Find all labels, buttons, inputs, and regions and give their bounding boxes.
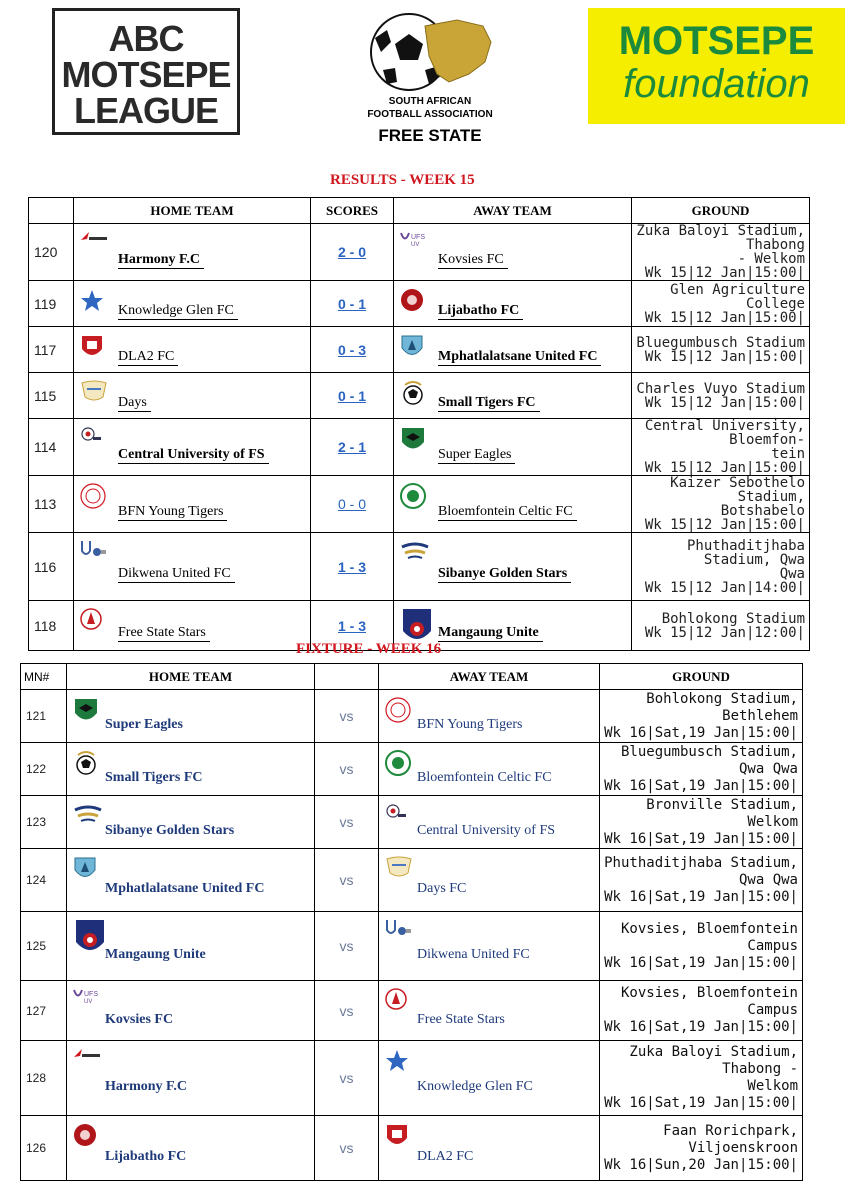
away-team-cell (379, 796, 600, 849)
ground-line: Phuthaditjhaba Stadium, Qwa (686, 537, 805, 568)
match-number: 126 (21, 1116, 67, 1181)
home-team-cell (74, 224, 311, 281)
away-team-name: Central University of FS (417, 823, 556, 838)
ground-line: Wk 15|12 Jan|14:00| (644, 579, 805, 596)
fixture-row (21, 1041, 803, 1116)
result-row (29, 224, 810, 281)
home-team-name: DLA2 FC (118, 349, 178, 366)
away-team-name: Dikwena United FC (417, 947, 530, 962)
away-team-cell (379, 1041, 600, 1116)
fixtures-col-ground: GROUND (600, 664, 803, 690)
ground-line: Qwa Qwa (738, 871, 798, 888)
fixture-row (21, 912, 803, 981)
match-number: 124 (21, 849, 67, 912)
ground-line: Kaizer Sebothelo Stadium, (670, 475, 805, 505)
fixtures-col-home: HOME TEAM (67, 664, 315, 690)
away-team-name: Days FC (417, 881, 467, 896)
away-team-name: Super Eagles (438, 447, 515, 464)
ground-line: Wk 16|Sat,19 Jan|15:00| (604, 1095, 798, 1111)
dikwena-crest-icon (384, 918, 412, 938)
ground-line: Wk 15|12 Jan|15:00| (644, 265, 805, 281)
home-team-cell (67, 690, 315, 743)
kovsies-crest-icon (399, 230, 429, 248)
result-row (29, 533, 810, 601)
ground-cell (600, 1116, 803, 1181)
ground-line: Central University, Bloemfon- (644, 418, 805, 448)
vs-label: vs (315, 1041, 379, 1116)
dla2-crest-icon (79, 333, 105, 361)
results-col-home: HOME TEAM (74, 198, 311, 224)
score-link[interactable]: 2 - 1 (311, 419, 394, 476)
ground-line: Kovsies, Bloemfontein Campus (620, 985, 798, 1018)
results-col-away: AWAY TEAM (394, 198, 632, 224)
ground-line: Wk 16|Sat,19 Jan|15:00| (604, 830, 798, 847)
match-number: 113 (29, 476, 74, 533)
fixture-row (21, 849, 803, 912)
away-team-cell (379, 743, 600, 796)
home-team-cell (67, 849, 315, 912)
score-link[interactable]: 1 - 3 (311, 533, 394, 601)
result-row (29, 327, 810, 373)
vs-label: vs (315, 690, 379, 743)
home-team-name: Central University of FS (118, 447, 269, 464)
home-team-cell (74, 476, 311, 533)
away-team-name: Small Tigers FC (438, 395, 540, 412)
mphatlalatsane-crest-icon (72, 855, 98, 883)
super-eagles-crest-icon (399, 425, 427, 455)
ground-cell (632, 533, 810, 601)
ground-line: Wk 16|Sun,20 Jan|15:00| (604, 1156, 798, 1173)
home-team-name: Knowledge Glen FC (118, 303, 238, 320)
svg-text:UV: UV (84, 999, 93, 1005)
ground-cell (632, 601, 810, 651)
ground-line: - Welkom (737, 251, 805, 267)
sibanye-crest-icon (72, 802, 104, 826)
away-team-name: Mangaung Unite (438, 625, 543, 642)
home-team-cell (74, 419, 311, 476)
ground-line: Wk 15|12 Jan|15:00| (644, 348, 805, 365)
match-number: 118 (29, 601, 74, 651)
ground-cell (632, 476, 810, 533)
free-state-stars-crest-icon (79, 607, 103, 631)
small-tigers-crest-icon (399, 379, 427, 405)
ground-cell (632, 327, 810, 373)
away-team-cell (394, 476, 632, 533)
away-team-cell (394, 419, 632, 476)
result-row (29, 281, 810, 327)
result-row (29, 419, 810, 476)
ground-line: Qwa Qwa (738, 760, 798, 777)
away-team-cell (394, 533, 632, 601)
away-team-cell (394, 224, 632, 281)
vs-label: vs (315, 743, 379, 796)
home-team-cell (74, 533, 311, 601)
away-team-cell (394, 281, 632, 327)
ground-cell (600, 912, 803, 981)
match-number: 123 (21, 796, 67, 849)
ground-line: Wk 16|Sat,19 Jan|15:00| (604, 724, 798, 741)
ground-line: tein (771, 446, 805, 462)
home-team-cell (67, 912, 315, 981)
region-title: FREE STATE (378, 126, 482, 145)
dla2-crest-icon (384, 1122, 410, 1150)
away-team-name: Kovsies FC (438, 252, 508, 269)
away-team-cell (379, 981, 600, 1041)
home-team-name: Sibanye Golden Stars (105, 823, 235, 838)
away-team-name: Bloemfontein Celtic FC (438, 504, 577, 521)
home-team-name: Harmony F.C (105, 1079, 187, 1094)
score-link[interactable]: 0 - 3 (311, 327, 394, 373)
ground-line: Botshabelo (720, 503, 805, 519)
ground-line: Zuka Baloyi Stadium, Thabong (636, 223, 805, 253)
home-team-name: Free State Stars (118, 625, 210, 642)
central-university-crest-icon (384, 802, 408, 824)
ground-line: Wk 16|Sat,19 Jan|15:00| (604, 1019, 798, 1035)
away-team-cell (394, 327, 632, 373)
bloemfontein-celtic-crest-icon (399, 482, 427, 510)
ground-line: Wk 16|Sat,19 Jan|15:00| (604, 954, 798, 971)
ground-cell (632, 281, 810, 327)
home-team-name: Dikwena United FC (118, 566, 235, 583)
fixtures-col-away: AWAY TEAM (379, 664, 600, 690)
ground-line: Bronville Stadium, Welkom (646, 796, 798, 830)
abc-logo-line: LEAGUE (73, 90, 218, 131)
match-number: 116 (29, 533, 74, 601)
days-crest-icon (79, 379, 109, 403)
ground-cell (632, 224, 810, 281)
away-team-name: Lijabatho FC (438, 303, 523, 320)
home-team-name: Lijabatho FC (105, 1149, 187, 1164)
ground-line: Phuthaditjhaba Stadium, (604, 854, 798, 871)
ground-cell (632, 419, 810, 476)
ground-cell (600, 796, 803, 849)
results-col-ground: GROUND (632, 198, 810, 224)
dikwena-crest-icon (79, 539, 107, 559)
ground-line: Faan Rorichpark, Viljoenskroon (663, 1122, 798, 1156)
home-team-cell (67, 796, 315, 849)
svg-text:UFS: UFS (84, 991, 98, 998)
safa-name-line2: FOOTBALL ASSOCIATION (367, 109, 493, 120)
lijabatho-crest-icon (72, 1122, 98, 1148)
results-header-row (29, 198, 810, 224)
home-team-name: Days (118, 395, 151, 412)
safa-name-line1: SOUTH AFRICAN (388, 96, 472, 107)
home-team-cell (74, 373, 311, 419)
lijabatho-crest-icon (399, 287, 425, 313)
ground-line: Wk 15|12 Jan|15:00| (644, 460, 805, 476)
knowledge-glen-crest-icon (384, 1047, 410, 1075)
svg-text:UV: UV (411, 242, 420, 248)
result-row (29, 373, 810, 419)
home-team-cell (74, 327, 311, 373)
score-link[interactable]: 1 - 3 (311, 601, 394, 651)
sibanye-crest-icon (399, 539, 431, 563)
knowledge-glen-crest-icon (79, 287, 105, 315)
fixture-row (21, 981, 803, 1041)
home-team-name: BFN Young Tigers (118, 504, 227, 521)
abc-logo-line: ABC (108, 18, 184, 59)
home-team-name: Mphatlalatsane United FC (105, 881, 265, 896)
ground-line: Kovsies, Bloemfontein Campus (620, 920, 798, 954)
super-eagles-crest-icon (72, 696, 100, 726)
away-team-cell (379, 849, 600, 912)
fixtures-col-vs (315, 664, 379, 690)
home-team-cell (74, 281, 311, 327)
vs-label: vs (315, 1116, 379, 1181)
ground-cell (600, 849, 803, 912)
away-team-name: Bloemfontein Celtic FC (417, 770, 552, 785)
away-team-name: Free State Stars (417, 1011, 505, 1027)
mphatlalatsane-crest-icon (399, 333, 425, 361)
kovsies-crest-icon (72, 987, 102, 1005)
fixtures-table (20, 663, 803, 1181)
score-link[interactable]: 0 - 1 (311, 373, 394, 419)
small-tigers-crest-icon (72, 749, 100, 775)
match-number: 125 (21, 912, 67, 981)
svg-text:UFS: UFS (411, 234, 425, 241)
fixture-row (21, 690, 803, 743)
bfn-young-tigers-crest-icon (384, 696, 412, 724)
results-title: RESULTS - WEEK 15 (330, 172, 475, 188)
fixture-row (21, 743, 803, 796)
home-team-cell (67, 743, 315, 796)
abc-logo-line: MOTSEPE (61, 54, 231, 95)
ground-line: Zuka Baloyi Stadium, Thabong - (629, 1044, 798, 1077)
ground-line: Bohlokong Stadium, Bethlehem (646, 690, 798, 724)
home-team-cell (67, 1041, 315, 1116)
away-team-name: Mphatlalatsane United FC (438, 349, 601, 366)
home-team-cell (67, 981, 315, 1041)
away-team-cell (379, 912, 600, 981)
match-number: 119 (29, 281, 74, 327)
harmony-crest-icon (72, 1047, 102, 1061)
ground-line: Bohlokong Stadium (661, 610, 805, 627)
results-col-scores: SCORES (311, 198, 394, 224)
home-team-cell (74, 601, 311, 651)
motsepe-foundation-logo (588, 8, 845, 124)
match-number: 127 (21, 981, 67, 1041)
home-team-name: Harmony F.C (118, 252, 204, 269)
ground-line: Qwa (779, 565, 805, 582)
ground-cell (632, 373, 810, 419)
away-team-name: Sibanye Golden Stars (438, 566, 571, 583)
fixtures-col-num: MN# (21, 664, 67, 690)
home-team-name: Small Tigers FC (105, 770, 203, 785)
ground-line: Wk 15|12 Jan|12:00| (644, 624, 805, 641)
ground-line: Bluegumbusch Stadium, (620, 743, 798, 760)
ground-cell (600, 690, 803, 743)
away-team-cell (379, 1116, 600, 1181)
vs-label: vs (315, 981, 379, 1041)
results-col-num (29, 198, 74, 224)
ground-cell (600, 743, 803, 796)
ground-line: Wk 15|12 Jan|15:00| (644, 309, 805, 326)
away-team-name: DLA2 FC (417, 1149, 474, 1164)
match-number: 114 (29, 419, 74, 476)
score-link[interactable]: 0 - 0 (311, 476, 394, 533)
ground-line: Charles Vuyo Stadium (636, 380, 805, 397)
ground-line: Wk 15|12 Jan|15:00| (644, 517, 805, 533)
ground-line: Wk 15|12 Jan|15:00| (644, 394, 805, 411)
away-team-name: Knowledge Glen FC (417, 1079, 533, 1094)
match-number: 115 (29, 373, 74, 419)
home-team-name: Mangaung Unite (105, 947, 206, 962)
fixture-row (21, 1116, 803, 1181)
abc-motsepe-league-logo (52, 8, 240, 135)
harmony-crest-icon (79, 230, 109, 244)
fixtures-header-row (21, 664, 803, 690)
home-team-cell (67, 1116, 315, 1181)
home-team-name: Super Eagles (105, 717, 183, 732)
ground-line: Wk 16|Sat,19 Jan|15:00| (604, 888, 798, 905)
away-team-name: BFN Young Tigers (417, 717, 523, 732)
fixture-title: FIXTURE - WEEK 16 (296, 641, 442, 657)
bloemfontein-celtic-crest-icon (384, 749, 412, 777)
motsepe-logo-line2: foundation (623, 62, 810, 106)
mangaung-crest-icon (72, 918, 108, 958)
ground-line: Wk 16|Sat,19 Jan|15:00| (604, 777, 798, 794)
ground-cell (600, 981, 803, 1041)
vs-label: vs (315, 912, 379, 981)
vs-label: vs (315, 796, 379, 849)
vs-label: vs (315, 849, 379, 912)
match-number: 121 (21, 690, 67, 743)
away-team-cell (379, 690, 600, 743)
match-number: 128 (21, 1041, 67, 1116)
safa-ball-map-icon (365, 12, 495, 94)
motsepe-logo-line1: MOTSEPE (618, 19, 815, 63)
results-table (28, 197, 810, 651)
home-team-name: Kovsies FC (105, 1011, 174, 1027)
match-number: 120 (29, 224, 74, 281)
bfn-young-tigers-crest-icon (79, 482, 107, 510)
safa-emblem (355, 12, 505, 146)
fixture-row (21, 796, 803, 849)
ground-cell (600, 1041, 803, 1116)
away-team-cell (394, 373, 632, 419)
score-link[interactable]: 2 - 0 (311, 224, 394, 281)
score-link[interactable]: 0 - 1 (311, 281, 394, 327)
ground-line: Glen Agriculture College (670, 281, 805, 312)
free-state-stars-crest-icon (384, 987, 408, 1011)
match-number: 122 (21, 743, 67, 796)
central-university-crest-icon (79, 425, 103, 447)
ground-line: Welkom (747, 1078, 798, 1094)
ground-line: Bluegumbusch Stadium (636, 334, 805, 351)
days-crest-icon (384, 855, 414, 879)
result-row (29, 476, 810, 533)
match-number: 117 (29, 327, 74, 373)
